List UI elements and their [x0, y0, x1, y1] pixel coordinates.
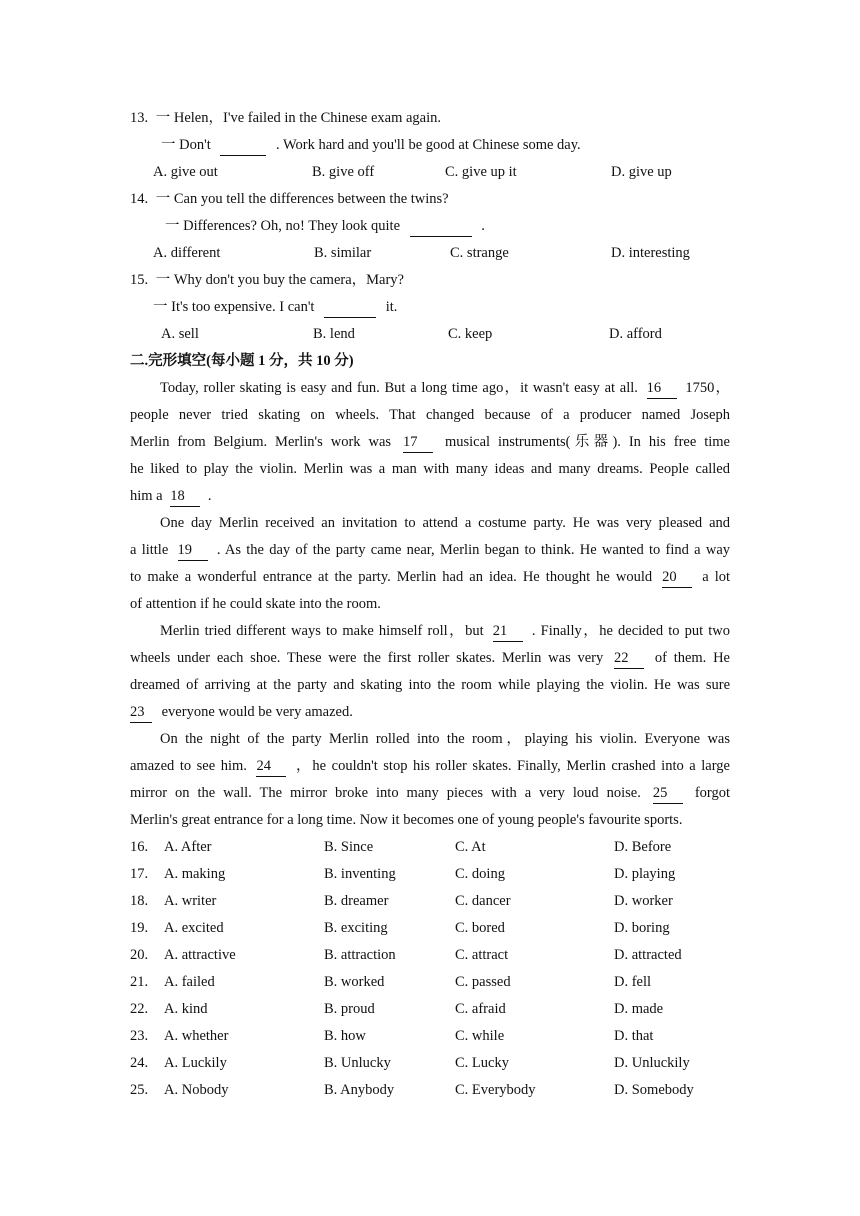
- passage-line: Merlin from Belgium. Merlin's work was 17 musical instruments(乐器). In his free time: [130, 433, 730, 453]
- answer-blank[interactable]: [410, 217, 472, 237]
- blank-18[interactable]: 18: [170, 487, 200, 507]
- choice-option-b[interactable]: B. Anybody: [324, 1082, 395, 1098]
- choice-number: 16.: [130, 839, 149, 855]
- choice-option-a[interactable]: A. failed: [164, 974, 215, 990]
- choice-number: 19.: [130, 920, 149, 936]
- question-15-line-2: [153, 298, 397, 318]
- question-number: 14.: [130, 191, 149, 207]
- choice-option-d[interactable]: D. boring: [614, 920, 670, 936]
- choice-number: 20.: [130, 947, 149, 963]
- option-d[interactable]: D. give up: [611, 164, 672, 180]
- choice-number: 23.: [130, 1028, 149, 1044]
- passage-line: Today, roller skating is easy and fun. But a long time ago，it wasn't easy at all. 16 1750，: [130, 379, 730, 399]
- choice-number: 17.: [130, 866, 149, 882]
- blank-24[interactable]: 24: [256, 757, 286, 777]
- option-d[interactable]: D. afford: [609, 326, 662, 342]
- question-number: 15.: [130, 272, 149, 288]
- passage-line: mirror on the wall. The mirror broke into many pieces with a very loud noise. 25 forgot: [130, 784, 730, 804]
- choice-option-b[interactable]: B. proud: [324, 1001, 375, 1017]
- choice-option-a[interactable]: A. making: [164, 866, 226, 882]
- choice-option-c[interactable]: C. At: [455, 839, 486, 855]
- dialogue-line: 一 Differences? Oh, no! They look quite: [165, 218, 401, 234]
- passage-line: people never tried skating on wheels. That changed because of a producer named Joseph: [130, 407, 730, 423]
- question-number: 13.: [130, 110, 149, 126]
- choice-number: 22.: [130, 1001, 149, 1017]
- choice-option-c[interactable]: C. bored: [455, 920, 505, 936]
- choice-number: 18.: [130, 893, 149, 909]
- choice-number: 25.: [130, 1082, 149, 1098]
- choice-option-c[interactable]: C. while: [455, 1028, 505, 1044]
- choice-option-a[interactable]: A. whether: [164, 1028, 229, 1044]
- passage-line: of attention if he could skate into the room.: [130, 596, 381, 612]
- choice-option-b[interactable]: B. worked: [324, 974, 385, 990]
- dialogue-line: it.: [385, 299, 398, 315]
- choice-option-c[interactable]: C. attract: [455, 947, 509, 963]
- option-c[interactable]: C. strange: [450, 245, 509, 261]
- choice-option-a[interactable]: A. After: [164, 839, 212, 855]
- choice-option-a[interactable]: A. Luckily: [164, 1055, 227, 1071]
- option-a[interactable]: A. sell: [161, 326, 199, 342]
- passage-line: 23 everyone would be very amazed.: [130, 703, 730, 723]
- blank-23[interactable]: 23: [130, 703, 152, 723]
- choice-option-a[interactable]: A. Nobody: [164, 1082, 229, 1098]
- passage-line: to make a wonderful entrance at the party. Merlin had an idea. He thought he would 20 a lot: [130, 568, 730, 588]
- choice-option-b[interactable]: B. attraction: [324, 947, 396, 963]
- choice-option-c[interactable]: C. Lucky: [455, 1055, 509, 1071]
- option-a[interactable]: A. different: [153, 245, 221, 261]
- choice-option-d[interactable]: D. Somebody: [614, 1082, 694, 1098]
- question-14-line-2: [165, 217, 485, 237]
- passage-line: dreamed of arriving at the party and skating into the room while playing the violin. He was sure: [130, 677, 730, 693]
- choice-number: 24.: [130, 1055, 149, 1071]
- question-14-line-1: [130, 190, 449, 209]
- dialogue-line: 一 Helen，I've failed in the Chinese exam again.: [155, 110, 442, 126]
- choice-option-a[interactable]: A. writer: [164, 893, 217, 909]
- blank-21[interactable]: 21: [493, 622, 523, 642]
- dialogue-line: 一 It's too expensive. I can't: [153, 299, 315, 315]
- choice-option-d[interactable]: D. playing: [614, 866, 676, 882]
- choice-option-d[interactable]: D. fell: [614, 974, 652, 990]
- passage-line: Merlin tried different ways to make himself roll，but 21 . Finally，he decided to put two: [130, 622, 730, 642]
- dialogue-line: 一 Why don't you buy the camera，Mary?: [155, 272, 404, 288]
- passage-line: him a 18 .: [130, 487, 730, 507]
- question-15-line-1: [130, 271, 404, 290]
- passage-line: One day Merlin received an invitation to attend a costume party. He was very pleased and: [160, 515, 730, 531]
- answer-blank[interactable]: [324, 298, 376, 318]
- choice-option-d[interactable]: D. worker: [614, 893, 673, 909]
- choice-option-c[interactable]: C. passed: [455, 974, 511, 990]
- choice-option-c[interactable]: C. afraid: [455, 1001, 506, 1017]
- option-b[interactable]: B. lend: [313, 326, 355, 342]
- dialogue-line: .: [481, 218, 485, 234]
- choice-option-c[interactable]: C. Everybody: [455, 1082, 536, 1098]
- option-b[interactable]: B. give off: [312, 164, 375, 180]
- dialogue-line: . Work hard and you'll be good at Chinese some day.: [276, 137, 581, 153]
- blank-19[interactable]: 19: [178, 541, 208, 561]
- choice-option-b[interactable]: B. exciting: [324, 920, 388, 936]
- passage-line: he liked to play the violin. Merlin was a man with many ideas and many dreams. People called: [130, 461, 730, 477]
- choice-option-b[interactable]: B. dreamer: [324, 893, 389, 909]
- choice-option-a[interactable]: A. attractive: [164, 947, 236, 963]
- choice-option-d[interactable]: D. Before: [614, 839, 672, 855]
- choice-option-b[interactable]: B. Since: [324, 839, 374, 855]
- choice-option-d[interactable]: D. that: [614, 1028, 654, 1044]
- option-c[interactable]: C. give up it: [445, 164, 517, 180]
- choice-option-d[interactable]: D. Unluckily: [614, 1055, 690, 1071]
- blank-20[interactable]: 20: [662, 568, 692, 588]
- blank-25[interactable]: 25: [653, 784, 683, 804]
- passage-line: a little 19 . As the day of the party came near, Merlin began to think. He wanted to find a way: [130, 541, 730, 561]
- choice-option-a[interactable]: A. excited: [164, 920, 224, 936]
- question-13-line-2: [161, 136, 581, 156]
- choice-option-d[interactable]: D. attracted: [614, 947, 682, 963]
- option-d[interactable]: D. interesting: [611, 245, 690, 261]
- choice-option-b[interactable]: B. how: [324, 1028, 366, 1044]
- passage-line: amazed to see him. 24 ，he couldn't stop his roller skates. Finally, Merlin crashed into a large: [130, 757, 730, 777]
- blank-22[interactable]: 22: [614, 649, 644, 669]
- choice-option-d[interactable]: D. made: [614, 1001, 664, 1017]
- passage-line: Merlin's great entrance for a long time. Now it becomes one of young people's favourite sports.: [130, 812, 683, 828]
- choice-option-c[interactable]: C. doing: [455, 866, 505, 882]
- choice-number: 21.: [130, 974, 149, 990]
- dialogue-line: 一 Can you tell the differences between the twins?: [155, 191, 449, 207]
- option-a[interactable]: A. give out: [153, 164, 218, 180]
- option-b[interactable]: B. similar: [314, 245, 372, 261]
- passage-line: On the night of the party Merlin rolled into the room，playing his violin. Everyone was: [160, 731, 730, 747]
- choice-option-a[interactable]: A. kind: [164, 1001, 208, 1017]
- answer-blank[interactable]: [220, 136, 266, 156]
- question-13-line-1: [130, 109, 441, 128]
- dialogue-line: 一 Don't: [161, 137, 211, 153]
- blank-17[interactable]: 17: [403, 433, 433, 453]
- choice-option-b[interactable]: B. Unlucky: [324, 1055, 391, 1071]
- blank-16[interactable]: 16: [647, 379, 677, 399]
- choice-option-c[interactable]: C. dancer: [455, 893, 511, 909]
- passage-line: wheels under each shoe. These were the first roller skates. Merlin was very 22 of them. He: [130, 649, 730, 669]
- option-c[interactable]: C. keep: [448, 326, 493, 342]
- section-heading: 二.完形填空(每小题 1 分，共 10 分): [130, 353, 354, 369]
- choice-option-b[interactable]: B. inventing: [324, 866, 396, 882]
